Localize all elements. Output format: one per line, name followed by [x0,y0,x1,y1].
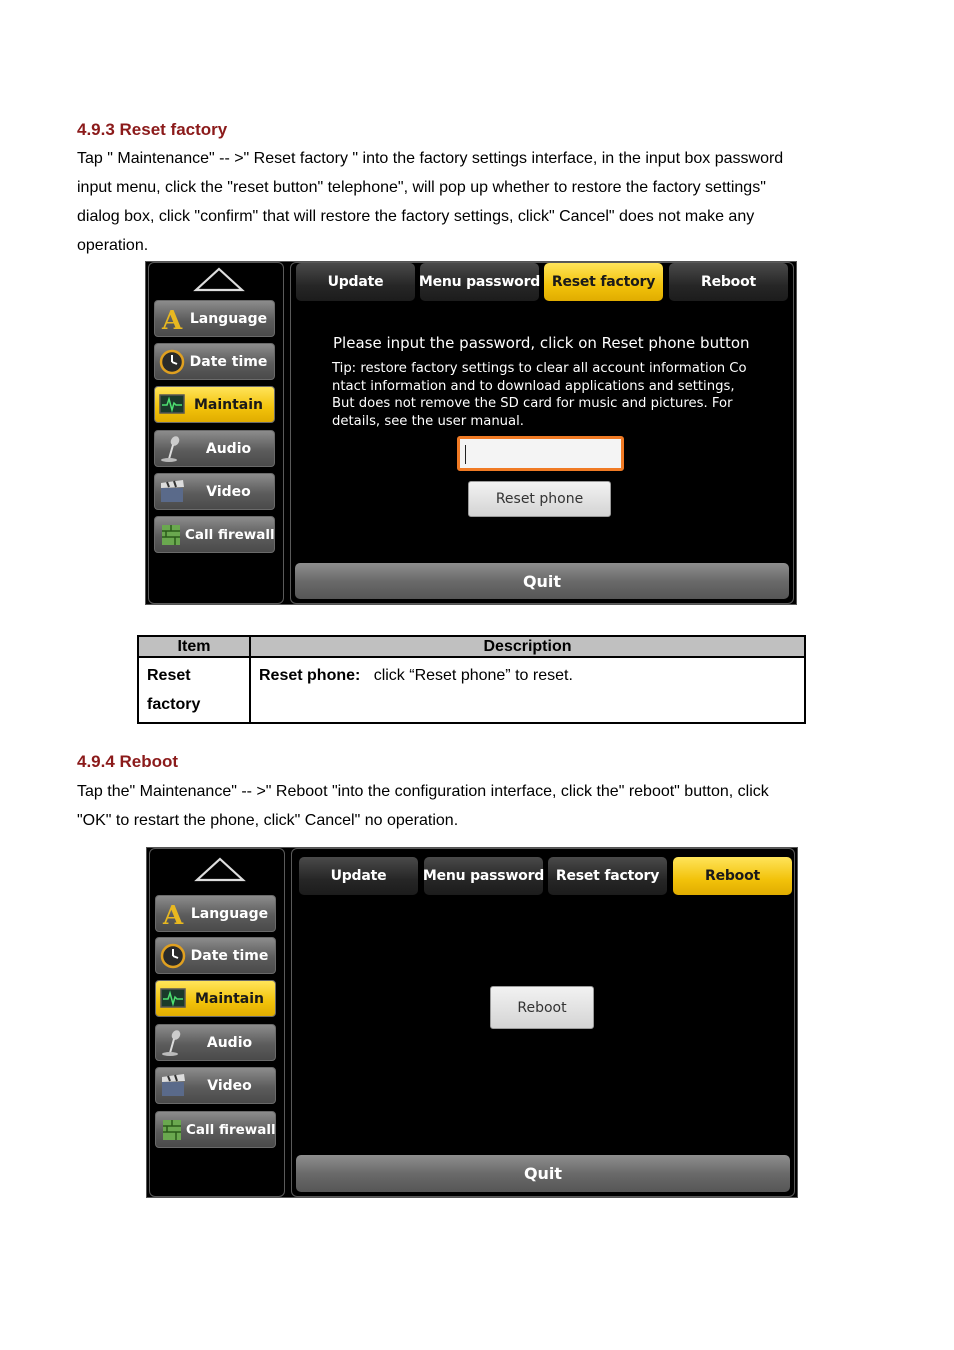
tab-reset-factory[interactable]: Reset factory [548,857,667,895]
sidebar-item-maintain[interactable] [155,980,276,1017]
sidebar-item-label: Audio [205,440,252,457]
tab-update[interactable]: Update [299,857,418,895]
table-header-row [138,636,805,657]
item-line: Reset [147,667,191,684]
microphone-icon [158,1028,188,1058]
settings-sidebar [149,848,285,1197]
sidebar-item-audio[interactable] [155,1024,276,1061]
clock-icon [158,941,188,971]
reset-factory-screenshot [145,261,797,605]
sidebar-item-label: Language [189,310,268,327]
sidebar-item-video[interactable] [155,1067,276,1104]
letter-a-icon [158,899,188,929]
reset-tip [332,360,747,430]
monitor-icon [158,984,188,1014]
tip-line: details, see the user manual. [332,413,524,429]
paragraph-line: "OK" to restart the phone, click" Cancel" no operation. [77,812,459,829]
description-table [137,635,806,724]
svg-text:A: A [163,900,184,927]
section-heading-reboot: 4.9.4 Reboot [77,752,179,771]
description-term: Reset phone: [259,667,361,684]
paragraph-line: Tap " Maintenance" -- >" Reset factory " into the factory settings interface, in the input box password [77,150,784,167]
sidebar-item-call-firewall[interactable] [155,1111,276,1148]
monitor-icon [157,390,187,420]
table-header-item: Item [138,636,250,657]
table-cell-description [250,657,805,723]
sidebar-item-language[interactable] [154,300,275,337]
sidebar-item-label: Call firewall [185,526,275,543]
paragraph-line: operation. [77,237,149,254]
firewall-icon [158,1115,188,1145]
description-text: click “Reset phone” to reset. [373,667,573,684]
clapperboard-icon [157,477,187,507]
table-row [138,657,805,723]
sidebar-item-language[interactable] [155,895,276,932]
settings-main-panel [290,262,794,604]
quit-button[interactable]: Quit [295,563,789,599]
svg-text:A: A [162,305,183,332]
tip-line: Tip: restore factory settings to clear all account information Co [332,361,747,376]
scroll-up-arrow-icon[interactable] [194,856,246,882]
sidebar-item-audio[interactable] [154,430,275,467]
sidebar-item-label: Maintain [193,396,264,413]
tab-update[interactable]: Update [296,263,415,301]
firewall-icon [157,520,187,550]
settings-sidebar [148,262,284,604]
reboot-screenshot [146,847,798,1198]
item-line: factory [147,696,201,713]
paragraph-line: input menu, click the "reset button" telephone", will pop up whether to restore the factory settings" [77,179,766,196]
letter-a-icon [157,304,187,334]
sidebar-item-call-firewall[interactable] [154,516,275,553]
tip-line: ntact information and to download applications and settings, [332,378,735,394]
sidebar-item-label: Date time [190,947,269,964]
sidebar-item-label: Audio [206,1034,253,1051]
tab-reset-factory[interactable]: Reset factory [544,263,663,301]
sidebar-item-label: Language [190,905,269,922]
section-paragraph-reset-factory [77,144,877,260]
quit-button[interactable]: Quit [296,1155,790,1192]
tab-reboot[interactable]: Reboot [673,857,792,895]
sidebar-item-label: Video [206,483,251,500]
sidebar-item-video[interactable] [154,473,275,510]
section-paragraph-reboot [77,777,877,835]
sidebar-item-date-time[interactable] [155,937,276,974]
section-heading-reset-factory: 4.9.3 Reset factory [77,120,228,139]
table-header-description: Description [250,636,805,657]
tab-menu-password[interactable]: Menu password [424,857,543,895]
clapperboard-icon [158,1071,188,1101]
tip-line: But does not remove the SD card for music and pictures. For [332,396,733,411]
sidebar-item-label: Call firewall [186,1121,276,1138]
clock-icon [157,347,187,377]
password-prompt: Please input the password, click on Reset phone button [333,334,750,352]
text-caret [465,445,466,464]
sidebar-item-date-time[interactable] [154,343,275,380]
sidebar-item-label: Video [207,1077,252,1094]
settings-main-panel [291,848,795,1197]
paragraph-line: Tap the" Maintenance" -- >" Reboot "into the configuration interface, click the" reboot" button, click [77,783,769,800]
password-input[interactable] [457,436,624,471]
reset-phone-button[interactable]: Reset phone [468,481,611,517]
microphone-icon [157,434,187,464]
sidebar-item-label: Maintain [194,990,265,1007]
scroll-up-arrow-icon[interactable] [193,266,245,292]
reboot-button[interactable]: Reboot [490,986,594,1029]
tab-menu-password[interactable]: Menu password [420,263,539,301]
sidebar-item-label: Date time [189,353,268,370]
tab-reboot[interactable]: Reboot [669,263,788,301]
sidebar-item-maintain[interactable] [154,386,275,423]
paragraph-line: dialog box, click "confirm" that will restore the factory settings, click" Cancel" does not make any [77,208,755,225]
table-cell-item [138,657,250,723]
